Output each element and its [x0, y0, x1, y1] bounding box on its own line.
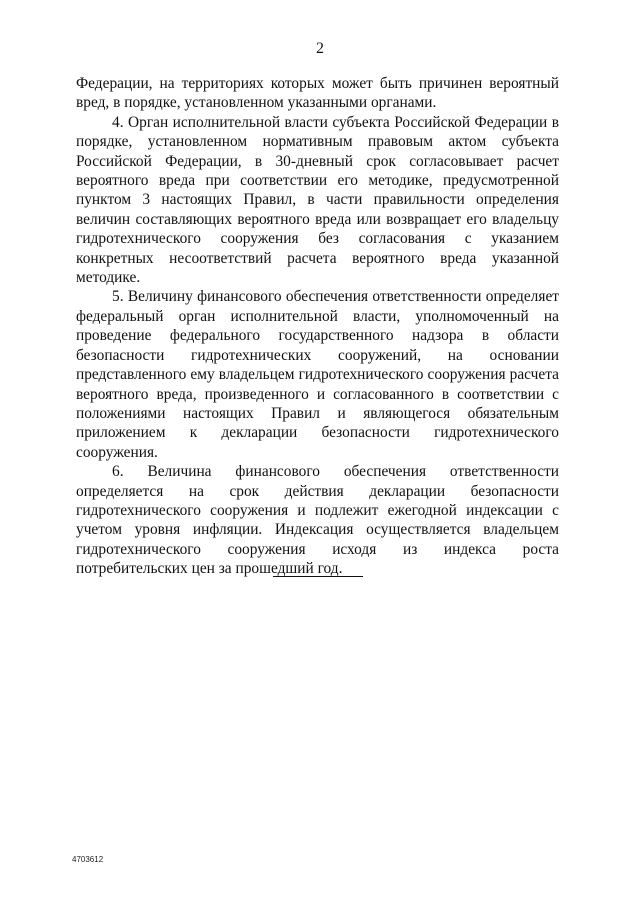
page-number: 2 [316, 40, 324, 57]
paragraph-continuation: Федерации, на территориях которых может быть причинен вероятный вред, в порядке, установленном указанными органами. [76, 75, 559, 112]
end-divider-line [273, 576, 363, 577]
paragraph-4: 4. Орган исполнительной власти субъекта Российской Федерации в порядке, установленном нормативным правовым актом субъекта Российской Федерации, в 30-дневный срок согласовывает расчет вероятного вреда при соответствии его методике, предусмотренной пунктом 3 настоящих Правил, в части правильности определения величин составляющих вероятного вреда или возвращает его владельцу гидротехнического сооружения без согласования с указанием конкретных несоответствий расчета вероятного вреда указанной методике. [76, 113, 559, 287]
paragraph-6: 6. Величина финансового обеспечения ответственности определяется на срок действия декларации безопасности гидротехнического сооружения и подлежит ежегодной индексации с учетом уровня инфляции. Индексация осуществляется владельцем гидротехнического сооружения исходя из индекса роста потребительских цен за прошедший год. [76, 463, 559, 578]
document-code: 4703612 [72, 855, 104, 864]
document-body [76, 74, 559, 579]
paragraph-5: 5. Величину финансового обеспечения ответственности определяет федеральный орган исполнительной власти, уполномоченный на проведение федерального государственного надзора в области безопасности гидротехнических сооружений, на основании представленного ему владельцем гидротехнического сооружения расчета вероятного вреда, произведенного и согласованного в соответствии с положениями настоящих Правил и являющегося обязательным приложением к декларации безопасности гидротехнического сооружения. [76, 288, 559, 461]
